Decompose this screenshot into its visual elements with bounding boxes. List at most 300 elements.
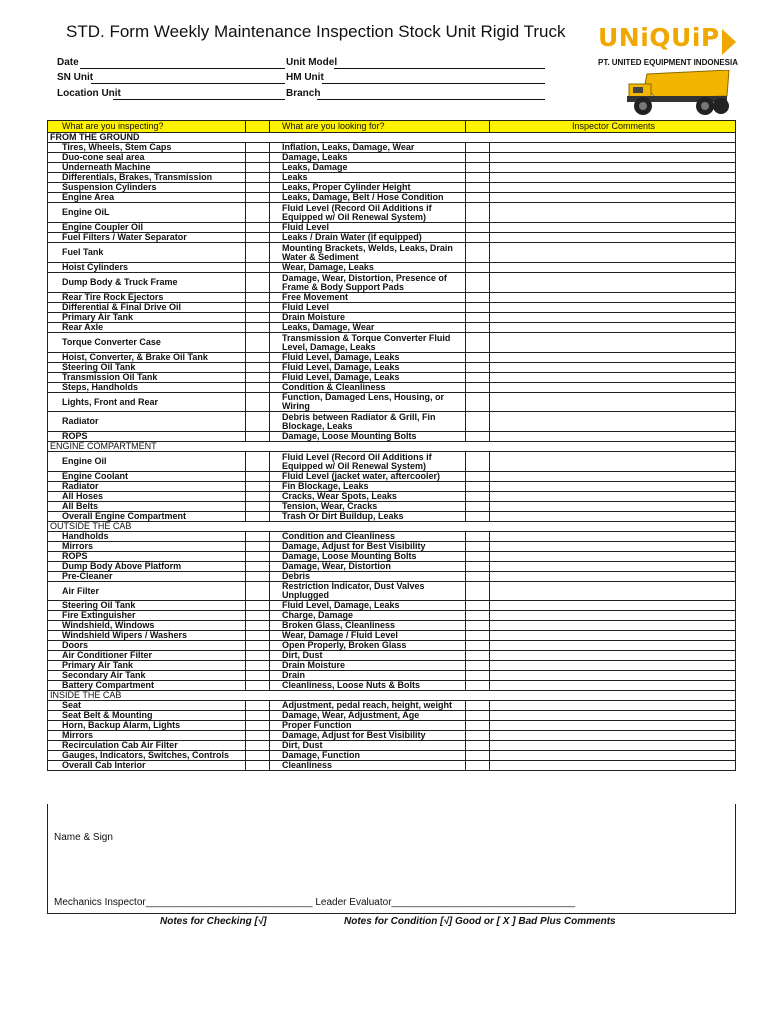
- check-box[interactable]: [246, 333, 270, 353]
- table-row: [48, 582, 736, 601]
- condition-box[interactable]: [466, 293, 490, 303]
- condition-box[interactable]: [466, 313, 490, 323]
- condition-box[interactable]: [466, 373, 490, 383]
- looking-for-item: Fluid Level (Record Oil Additions if Equipped w/ Oil Renewal System): [270, 452, 466, 472]
- comment-cell[interactable]: [490, 313, 736, 323]
- looking-for-item: Open Properly, Broken Glass: [270, 641, 466, 651]
- table-row: [48, 223, 736, 233]
- check-box[interactable]: [246, 542, 270, 552]
- comment-cell[interactable]: [490, 761, 736, 771]
- inspect-item: Seat Belt & Mounting: [48, 711, 246, 721]
- comment-cell[interactable]: [490, 373, 736, 383]
- looking-for-item: Damage, Wear, Adjustment, Age: [270, 711, 466, 721]
- condition-box[interactable]: [466, 552, 490, 562]
- condition-box[interactable]: [466, 482, 490, 492]
- condition-box[interactable]: [466, 512, 490, 522]
- comment-cell[interactable]: [490, 681, 736, 691]
- looking-for-item: Fluid Level, Damage, Leaks: [270, 601, 466, 611]
- check-box[interactable]: [246, 492, 270, 502]
- section-title: FROM THE GROUND: [48, 133, 736, 143]
- table-row: [48, 143, 736, 153]
- location-unit-label: Location Unit: [57, 88, 121, 99]
- table-row: [48, 601, 736, 611]
- inspect-item: Lights, Front and Rear: [48, 393, 246, 412]
- check-box[interactable]: [246, 143, 270, 153]
- condition-box[interactable]: [466, 621, 490, 631]
- looking-for-item: Fluid Level (jacket water, aftercooler): [270, 472, 466, 482]
- company-logo: [598, 23, 739, 67]
- inspect-item: Hoist Cylinders: [48, 263, 246, 273]
- check-box[interactable]: [246, 363, 270, 373]
- inspect-item: All Hoses: [48, 492, 246, 502]
- check-box[interactable]: [246, 641, 270, 651]
- comment-cell[interactable]: [490, 731, 736, 741]
- hm-unit-field[interactable]: [322, 83, 545, 84]
- comment-cell[interactable]: [490, 552, 736, 562]
- check-box[interactable]: [246, 193, 270, 203]
- table-row: [48, 741, 736, 751]
- chevron-right-icon: [722, 29, 736, 55]
- inspect-item: Suspension Cylinders: [48, 183, 246, 193]
- comment-cell[interactable]: [490, 701, 736, 711]
- header-comments: Inspector Comments: [490, 121, 736, 133]
- condition-box[interactable]: [466, 601, 490, 611]
- sn-unit-label: SN Unit: [57, 72, 94, 83]
- comment-cell[interactable]: [490, 233, 736, 243]
- looking-for-item: Drain Moisture: [270, 313, 466, 323]
- condition-box[interactable]: [466, 323, 490, 333]
- looking-for-item: Cleanliness: [270, 761, 466, 771]
- inspect-item: Dump Body & Truck Frame: [48, 273, 246, 293]
- comment-cell[interactable]: [490, 263, 736, 273]
- looking-for-item: Leaks: [270, 173, 466, 183]
- table-row: [48, 373, 736, 383]
- check-box[interactable]: [246, 721, 270, 731]
- header-looking-for: What are you looking for?: [270, 121, 466, 133]
- comment-cell[interactable]: [490, 353, 736, 363]
- table-row: [48, 183, 736, 193]
- condition-box[interactable]: [466, 163, 490, 173]
- inspect-item: Radiator: [48, 482, 246, 492]
- comment-cell[interactable]: [490, 323, 736, 333]
- looking-for-item: Dirt, Dust: [270, 651, 466, 661]
- inspect-item: Fire Extinguisher: [48, 611, 246, 621]
- check-box[interactable]: [246, 482, 270, 492]
- comment-cell[interactable]: [490, 482, 736, 492]
- check-box[interactable]: [246, 183, 270, 193]
- inspect-item: All Belts: [48, 502, 246, 512]
- check-box[interactable]: [246, 223, 270, 233]
- check-box[interactable]: [246, 711, 270, 721]
- signature-line: [54, 897, 575, 908]
- condition-box[interactable]: [466, 153, 490, 163]
- comment-cell[interactable]: [490, 562, 736, 572]
- comment-cell[interactable]: [490, 163, 736, 173]
- check-box[interactable]: [246, 243, 270, 263]
- comment-cell[interactable]: [490, 621, 736, 631]
- condition-box[interactable]: [466, 761, 490, 771]
- check-box[interactable]: [246, 532, 270, 542]
- check-box[interactable]: [246, 751, 270, 761]
- check-box[interactable]: [246, 323, 270, 333]
- header-check-1: [246, 121, 270, 133]
- table-row: [48, 173, 736, 183]
- inspect-item: Fuel Tank: [48, 243, 246, 263]
- condition-box[interactable]: [466, 333, 490, 353]
- condition-box[interactable]: [466, 751, 490, 761]
- table-row: [48, 203, 736, 223]
- comment-cell[interactable]: [490, 333, 736, 353]
- table-row: [48, 651, 736, 661]
- header-inspecting: What are you inspecting?: [48, 121, 246, 133]
- comment-cell[interactable]: [490, 273, 736, 293]
- comment-cell[interactable]: [490, 243, 736, 263]
- name-sign-label: Name & Sign: [54, 832, 113, 843]
- inspect-item: Overall Engine Compartment: [48, 512, 246, 522]
- inspect-item: Engine Area: [48, 193, 246, 203]
- looking-for-item: Mounting Brackets, Welds, Leaks, Drain Water & Sediment: [270, 243, 466, 263]
- comment-cell[interactable]: [490, 492, 736, 502]
- comment-cell[interactable]: [490, 532, 736, 542]
- comment-cell[interactable]: [490, 601, 736, 611]
- table-row: [48, 393, 736, 412]
- condition-box[interactable]: [466, 681, 490, 691]
- table-row: [48, 711, 736, 721]
- looking-for-item: Inflation, Leaks, Damage, Wear: [270, 143, 466, 153]
- comment-cell[interactable]: [490, 512, 736, 522]
- check-box[interactable]: [246, 452, 270, 472]
- looking-for-item: Damage, Loose Mounting Bolts: [270, 552, 466, 562]
- condition-box[interactable]: [466, 611, 490, 621]
- looking-for-item: Cracks, Wear Spots, Leaks: [270, 492, 466, 502]
- looking-for-item: Wear, Damage / Fluid Level: [270, 631, 466, 641]
- table-row: [48, 552, 736, 562]
- comment-cell[interactable]: [490, 293, 736, 303]
- check-box[interactable]: [246, 512, 270, 522]
- check-box[interactable]: [246, 412, 270, 432]
- looking-for-item: Damage, Loose Mounting Bolts: [270, 432, 466, 442]
- table-row: [48, 243, 736, 263]
- section-row: [48, 522, 736, 532]
- table-row: [48, 562, 736, 572]
- inspect-item: ROPS: [48, 552, 246, 562]
- condition-box[interactable]: [466, 353, 490, 363]
- looking-for-item: Condition & Cleanliness: [270, 383, 466, 393]
- check-box[interactable]: [246, 761, 270, 771]
- inspect-item: Steering Oil Tank: [48, 363, 246, 373]
- check-box[interactable]: [246, 731, 270, 741]
- looking-for-item: Leaks, Damage, Wear: [270, 323, 466, 333]
- hm-unit-label: HM Unit: [286, 72, 324, 83]
- looking-for-item: Damage, Adjust for Best Visibility: [270, 542, 466, 552]
- section-title: OUTSIDE THE CAB: [48, 522, 736, 532]
- check-box[interactable]: [246, 661, 270, 671]
- inspect-item: Engine Coupler Oil: [48, 223, 246, 233]
- condition-box[interactable]: [466, 492, 490, 502]
- condition-box[interactable]: [466, 203, 490, 223]
- check-box[interactable]: [246, 582, 270, 601]
- comment-cell[interactable]: [490, 173, 736, 183]
- comment-cell[interactable]: [490, 223, 736, 233]
- condition-box[interactable]: [466, 711, 490, 721]
- condition-box[interactable]: [466, 631, 490, 641]
- comment-cell[interactable]: [490, 472, 736, 482]
- looking-for-item: Wear, Damage, Leaks: [270, 263, 466, 273]
- inspect-item: Secondary Air Tank: [48, 671, 246, 681]
- looking-for-item: Drain Moisture: [270, 661, 466, 671]
- condition-box[interactable]: [466, 502, 490, 512]
- company-name: PT. UNITED EQUIPMENT INDONESIA: [598, 57, 739, 67]
- condition-box[interactable]: [466, 223, 490, 233]
- comment-cell[interactable]: [490, 631, 736, 641]
- check-box[interactable]: [246, 552, 270, 562]
- looking-for-item: Cleanliness, Loose Nuts & Bolts: [270, 681, 466, 691]
- header-check-2: [466, 121, 490, 133]
- mechanics-label: Mechanics Inspector: [54, 897, 146, 908]
- condition-box[interactable]: [466, 731, 490, 741]
- looking-for-item: Condition and Cleanliness: [270, 532, 466, 542]
- comment-cell[interactable]: [490, 383, 736, 393]
- condition-box[interactable]: [466, 721, 490, 731]
- table-row: [48, 412, 736, 432]
- inspect-item: Fuel Filters / Water Separator: [48, 233, 246, 243]
- check-box[interactable]: [246, 233, 270, 243]
- condition-box[interactable]: [466, 641, 490, 651]
- comment-cell[interactable]: [490, 651, 736, 661]
- page-title: STD. Form Weekly Maintenance Inspection Stock Unit Rigid Truck: [66, 22, 566, 41]
- table-row: [48, 323, 736, 333]
- table-row: [48, 263, 736, 273]
- condition-box[interactable]: [466, 273, 490, 293]
- inspect-item: Pre-Cleaner: [48, 572, 246, 582]
- condition-box[interactable]: [466, 741, 490, 751]
- looking-for-item: Fin Blockage, Leaks: [270, 482, 466, 492]
- check-box[interactable]: [246, 502, 270, 512]
- section-title: INSIDE THE CAB: [48, 691, 736, 701]
- comment-cell[interactable]: [490, 183, 736, 193]
- looking-for-item: Free Movement: [270, 293, 466, 303]
- table-row: [48, 383, 736, 393]
- condition-box[interactable]: [466, 243, 490, 263]
- inspect-item: Windshield, Windows: [48, 621, 246, 631]
- inspect-item: Duo-cone seal area: [48, 153, 246, 163]
- comment-cell[interactable]: [490, 203, 736, 223]
- check-box[interactable]: [246, 353, 270, 363]
- looking-for-item: Fluid Level, Damage, Leaks: [270, 353, 466, 363]
- table-row: [48, 641, 736, 651]
- check-box[interactable]: [246, 383, 270, 393]
- comment-cell[interactable]: [490, 661, 736, 671]
- check-box[interactable]: [246, 263, 270, 273]
- comment-cell[interactable]: [490, 711, 736, 721]
- inspect-item: Primary Air Tank: [48, 313, 246, 323]
- looking-for-item: Dirt, Dust: [270, 741, 466, 751]
- inspect-item: Gauges, Indicators, Switches, Controls: [48, 751, 246, 761]
- section-row: [48, 133, 736, 143]
- comment-cell[interactable]: [490, 741, 736, 751]
- table-row: [48, 472, 736, 482]
- check-box[interactable]: [246, 621, 270, 631]
- comment-cell[interactable]: [490, 143, 736, 153]
- comment-cell[interactable]: [490, 412, 736, 432]
- check-box[interactable]: [246, 303, 270, 313]
- condition-box[interactable]: [466, 383, 490, 393]
- table-row: [48, 153, 736, 163]
- table-row: [48, 233, 736, 243]
- comment-cell[interactable]: [490, 641, 736, 651]
- check-box[interactable]: [246, 701, 270, 711]
- condition-box[interactable]: [466, 432, 490, 442]
- condition-box[interactable]: [466, 562, 490, 572]
- condition-box[interactable]: [466, 363, 490, 373]
- inspect-item: Torque Converter Case: [48, 333, 246, 353]
- check-box[interactable]: [246, 651, 270, 661]
- inspect-item: Mirrors: [48, 731, 246, 741]
- notes-condition: Notes for Condition [√] Good or [ X ] Bad Plus Comments: [344, 916, 616, 927]
- looking-for-item: Trash Or Dirt Buildup, Leaks: [270, 512, 466, 522]
- condition-box[interactable]: [466, 572, 490, 582]
- check-box[interactable]: [246, 173, 270, 183]
- looking-for-item: Leaks / Drain Water (if equipped): [270, 233, 466, 243]
- condition-box[interactable]: [466, 542, 490, 552]
- comment-cell[interactable]: [490, 582, 736, 601]
- condition-box[interactable]: [466, 263, 490, 273]
- comment-cell[interactable]: [490, 611, 736, 621]
- comment-cell[interactable]: [490, 751, 736, 761]
- table-row: [48, 273, 736, 293]
- table-row: [48, 751, 736, 761]
- comment-cell[interactable]: [490, 432, 736, 442]
- condition-box[interactable]: [466, 452, 490, 472]
- table-row: [48, 631, 736, 641]
- condition-box[interactable]: [466, 393, 490, 412]
- table-row: [48, 363, 736, 373]
- check-box[interactable]: [246, 163, 270, 173]
- check-box[interactable]: [246, 373, 270, 383]
- looking-for-item: Transmission & Torque Converter Fluid Level, Damage, Leaks: [270, 333, 466, 353]
- looking-for-item: Drain: [270, 671, 466, 681]
- comment-cell[interactable]: [490, 721, 736, 731]
- check-box[interactable]: [246, 572, 270, 582]
- table-row: [48, 432, 736, 442]
- comment-cell[interactable]: [490, 303, 736, 313]
- inspect-item: Transmission Oil Tank: [48, 373, 246, 383]
- condition-box[interactable]: [466, 412, 490, 432]
- check-box[interactable]: [246, 601, 270, 611]
- inspect-item: Air Conditioner Filter: [48, 651, 246, 661]
- check-box[interactable]: [246, 153, 270, 163]
- comment-cell[interactable]: [490, 572, 736, 582]
- condition-box[interactable]: [466, 303, 490, 313]
- condition-box[interactable]: [466, 233, 490, 243]
- check-box[interactable]: [246, 313, 270, 323]
- looking-for-item: Fluid Level: [270, 223, 466, 233]
- comment-cell[interactable]: [490, 671, 736, 681]
- dump-truck-icon: [625, 70, 731, 116]
- comment-cell[interactable]: [490, 363, 736, 373]
- location-unit-field[interactable]: [113, 99, 285, 100]
- branch-field[interactable]: [317, 99, 545, 100]
- inspect-item: Tires, Wheels, Stem Caps: [48, 143, 246, 153]
- inspect-item: Differential & Final Drive Oil: [48, 303, 246, 313]
- condition-box[interactable]: [466, 661, 490, 671]
- table-row: [48, 701, 736, 711]
- condition-box[interactable]: [466, 183, 490, 193]
- check-box[interactable]: [246, 472, 270, 482]
- logo-brand: UNiQUiP: [598, 23, 720, 52]
- inspect-item: Recirculation Cab Air Filter: [48, 741, 246, 751]
- sn-unit-field[interactable]: [91, 83, 285, 84]
- check-box[interactable]: [246, 671, 270, 681]
- table-row: [48, 512, 736, 522]
- condition-box[interactable]: [466, 701, 490, 711]
- table-row: [48, 353, 736, 363]
- check-box[interactable]: [246, 273, 270, 293]
- condition-box[interactable]: [466, 173, 490, 183]
- comment-cell[interactable]: [490, 393, 736, 412]
- looking-for-item: Tension, Wear, Cracks: [270, 502, 466, 512]
- condition-box[interactable]: [466, 651, 490, 661]
- table-row: [48, 621, 736, 631]
- unit-model-field[interactable]: [334, 68, 545, 69]
- table-row: [48, 333, 736, 353]
- looking-for-item: Leaks, Proper Cylinder Height: [270, 183, 466, 193]
- inspect-item: Engine Coolant: [48, 472, 246, 482]
- condition-box[interactable]: [466, 143, 490, 153]
- table-row: [48, 193, 736, 203]
- looking-for-item: Debris: [270, 572, 466, 582]
- table-row: [48, 502, 736, 512]
- looking-for-item: Debris between Radiator & Grill, Fin Blockage, Leaks: [270, 412, 466, 432]
- looking-for-item: Function, Damaged Lens, Housing, or Wiring: [270, 393, 466, 412]
- looking-for-item: Damage, Leaks: [270, 153, 466, 163]
- check-box[interactable]: [246, 611, 270, 621]
- condition-box[interactable]: [466, 671, 490, 681]
- looking-for-item: Damage, Wear, Distortion, Presence of Frame & Body Support Pads: [270, 273, 466, 293]
- check-box[interactable]: [246, 741, 270, 751]
- mechanics-sign-field[interactable]: ______________________________: [145, 897, 313, 908]
- looking-for-item: Leaks, Damage: [270, 163, 466, 173]
- table-row: [48, 572, 736, 582]
- table-row: [48, 313, 736, 323]
- table-header-row: [48, 121, 736, 133]
- condition-box[interactable]: [466, 193, 490, 203]
- check-box[interactable]: [246, 681, 270, 691]
- check-box[interactable]: [246, 393, 270, 412]
- check-box[interactable]: [246, 562, 270, 572]
- check-box[interactable]: [246, 631, 270, 641]
- condition-box[interactable]: [466, 472, 490, 482]
- condition-box[interactable]: [466, 582, 490, 601]
- comment-cell[interactable]: [490, 153, 736, 163]
- comment-cell[interactable]: [490, 542, 736, 552]
- comment-cell[interactable]: [490, 502, 736, 512]
- check-box[interactable]: [246, 293, 270, 303]
- table-row: [48, 721, 736, 731]
- comment-cell[interactable]: [490, 193, 736, 203]
- table-row: [48, 671, 736, 681]
- check-box[interactable]: [246, 432, 270, 442]
- leader-sign-field[interactable]: _________________________________: [391, 897, 576, 908]
- table-row: [48, 542, 736, 552]
- comment-cell[interactable]: [490, 452, 736, 472]
- inspect-item: Steering Oil Tank: [48, 601, 246, 611]
- date-field[interactable]: [80, 68, 285, 69]
- condition-box[interactable]: [466, 532, 490, 542]
- check-box[interactable]: [246, 203, 270, 223]
- inspect-item: Mirrors: [48, 542, 246, 552]
- looking-for-item: Restriction Indicator, Dust Valves Unplugged: [270, 582, 466, 601]
